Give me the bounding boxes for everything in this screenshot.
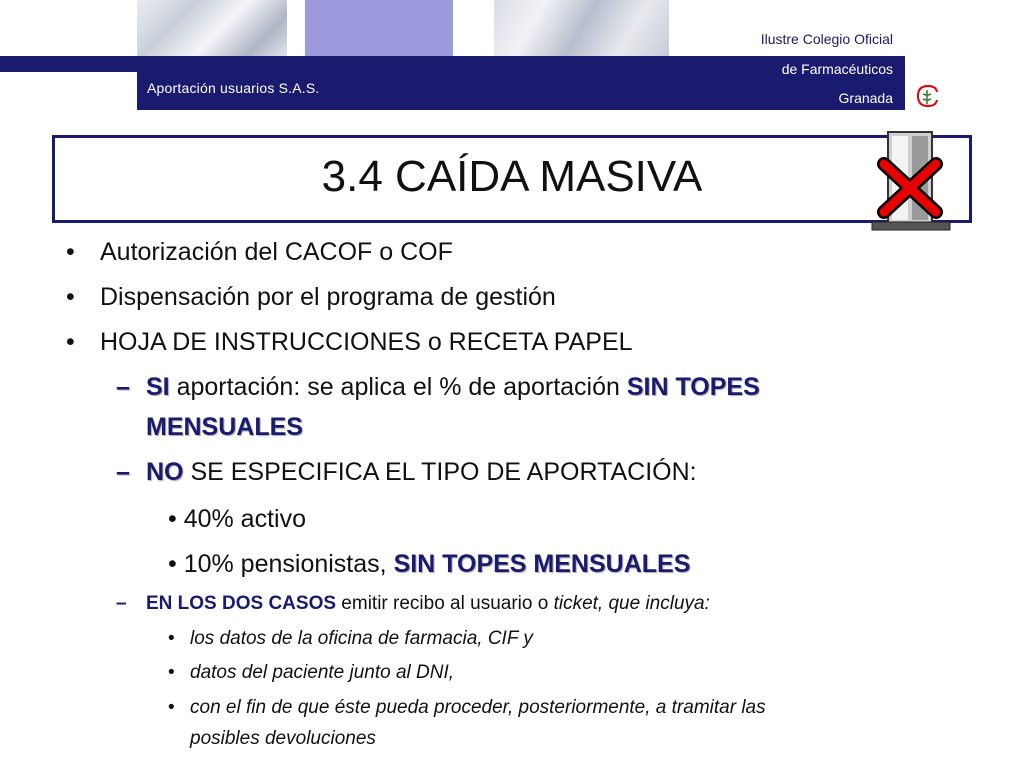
- si-text: aportación: se aplica el % de aportación: [169, 373, 627, 401]
- item-fin: con el fin de que éste pueda proceder, posteriormente, a tramitar las: [190, 697, 766, 718]
- bullet-dot: •: [168, 697, 175, 718]
- dos-label: EN LOS DOS CASOS: [146, 593, 337, 614]
- bullet-dot: •: [66, 238, 75, 266]
- item-paciente: datos del paciente junto al DNI,: [190, 662, 455, 683]
- header-photo-left: [137, 0, 287, 56]
- header-thin-band: [0, 56, 137, 72]
- bullet-dot: •: [66, 328, 75, 356]
- org-name-line-1: Ilustre Colegio Oficial: [760, 31, 893, 47]
- pensionistas-highlight: SIN TOPES MENSUALES: [393, 550, 691, 578]
- org-name-line-2: de Farmacéuticos: [781, 61, 893, 77]
- slide-title: 3.4 CAÍDA MASIVA: [321, 152, 703, 201]
- si-highlight-b: MENSUALES: [146, 413, 303, 441]
- dash-dos: –: [116, 593, 127, 614]
- header-band-label: Aportación usuarios S.A.S.: [147, 80, 320, 96]
- si-label: SI: [146, 373, 170, 401]
- dash-no: –: [116, 458, 130, 486]
- server-error-icon: [866, 130, 956, 234]
- dos-italic: ticket, que incluya:: [553, 593, 710, 614]
- bullet-authorization: Autorización del CACOF o COF: [100, 238, 453, 266]
- item-dos-casos: [146, 593, 710, 615]
- pensionistas-text: • 10% pensionistas,: [168, 550, 394, 578]
- header-color-block: [305, 0, 453, 56]
- item-oficina: los datos de la oficina de farmacia, CIF y: [190, 628, 533, 649]
- no-text: SE ESPECIFICA EL TIPO DE APORTACIÓN:: [183, 458, 697, 486]
- si-highlight-a: SIN TOPES: [626, 373, 760, 401]
- item-fin-continued: posibles devoluciones: [190, 728, 376, 749]
- bullet-dot: •: [168, 628, 175, 649]
- bullet-instructions: HOJA DE INSTRUCCIONES o RECETA PAPEL: [100, 328, 633, 356]
- dos-text: emitir recibo al usuario o: [336, 593, 554, 614]
- no-label: NO: [146, 458, 184, 486]
- item-si: [146, 373, 760, 402]
- header-photo-right: [494, 0, 669, 56]
- bullet-dot: •: [66, 283, 75, 311]
- item-activo: • 40% activo: [168, 505, 306, 533]
- org-name-line-3: Granada: [838, 90, 893, 106]
- bullet-dot: •: [168, 662, 175, 683]
- item-no: [146, 458, 697, 487]
- pharmacy-logo-icon: [912, 82, 942, 110]
- dash-si: –: [116, 373, 130, 401]
- bullet-dispensation: Dispensación por el programa de gestión: [100, 283, 556, 311]
- item-pensionistas: [168, 550, 690, 579]
